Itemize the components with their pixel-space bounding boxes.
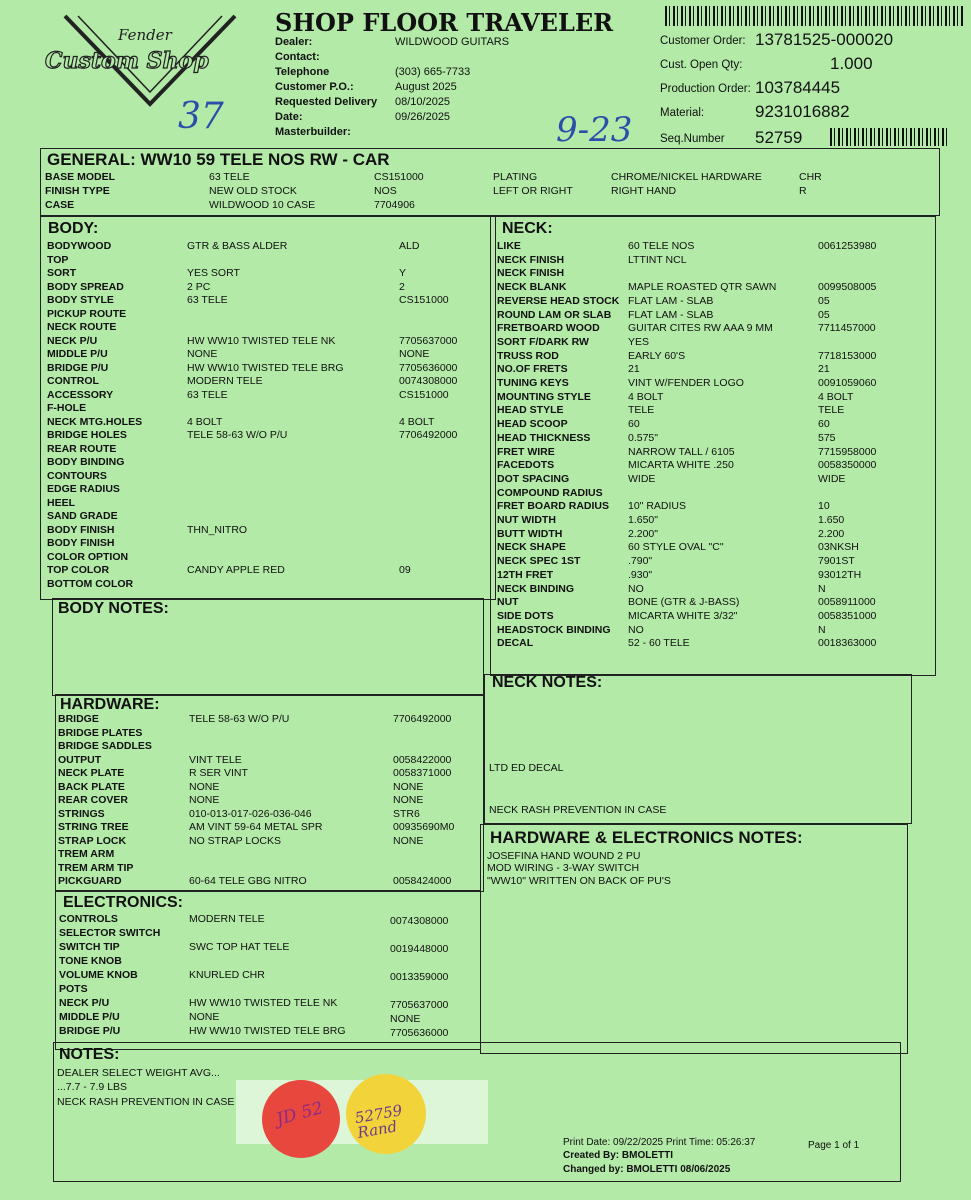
general-row-value: WILDWOOD 10 CASE <box>209 199 316 211</box>
body-row-label: PICKUP ROUTE <box>47 307 127 320</box>
electronics-row-value: SWC TOP HAT TELE <box>189 941 290 953</box>
body-row-label: NECK P/U <box>47 334 98 347</box>
hardware-row-label: STRAP LOCK <box>58 834 127 847</box>
body-row-code: 4 BOLT <box>399 415 435 428</box>
electronics-row-label: MIDDLE P/U <box>59 1011 120 1023</box>
hardware-row-label: BACK PLATE <box>58 780 125 793</box>
order-field-label: Production Order: <box>660 83 751 95</box>
header-field-value: WILDWOOD GUITARS <box>395 36 510 48</box>
hardware-row-value: AM VINT 59-64 METAL SPR <box>189 821 323 833</box>
neck-row-label: NECK SPEC 1ST <box>497 555 581 568</box>
general-row-value: NEW OLD STOCK <box>209 185 297 197</box>
general-row-code: NOS <box>374 185 397 197</box>
body-row-label: REAR ROUTE <box>47 442 117 455</box>
handwritten-number-left: 37 <box>178 96 224 137</box>
body-row-value: THN_NITRO <box>187 523 248 536</box>
electronics-row-code: 0019448000 <box>390 943 449 955</box>
created-by: Created By: BMOLETTI <box>563 1150 674 1161</box>
neck-row-label: DECAL <box>497 637 534 650</box>
electronics-row-label: POTS <box>59 983 88 995</box>
neck-row-value: TELE <box>628 404 655 417</box>
body-row-label: COLOR OPTION <box>47 550 129 563</box>
body-row-label: MIDDLE P/U <box>47 348 108 360</box>
body-row-code: 2 <box>399 280 405 293</box>
header-field-label: Contact: <box>275 51 320 63</box>
body-row-label: CONTROL <box>47 375 99 387</box>
hardware-row-code: NONE <box>393 794 424 806</box>
body-row-code: Y <box>399 267 407 279</box>
body-row-code: 09 <box>399 564 411 576</box>
header-field-value: 09/26/2025 <box>395 111 451 123</box>
neck-row-code: 2.200 <box>818 527 845 540</box>
body-row-label: BODY BINDING <box>47 456 125 468</box>
neck-row-code: WIDE <box>818 472 846 485</box>
neck-row-label: ROUND LAM OR SLAB <box>497 308 612 321</box>
general-row-value: RIGHT HAND <box>611 185 677 197</box>
hardware-row-label: REAR COVER <box>58 794 129 806</box>
general-row-code: R <box>799 185 807 197</box>
hardware-row-label: TREM ARM <box>58 848 115 860</box>
electronics-row-code: NONE <box>390 1013 421 1025</box>
body-row-label: TOP <box>47 253 69 266</box>
neck-row-label: BUTT WIDTH <box>497 527 563 540</box>
electronics-row-label: TONE KNOB <box>59 955 122 967</box>
body-row-code: 7705636000 <box>399 361 458 374</box>
neck-row-label: COMPOUND RADIUS <box>497 486 603 499</box>
neck-row-label: FRET BOARD RADIUS <box>497 500 609 513</box>
header-field-label: Dealer: <box>275 36 313 48</box>
order-field-label: Seq.Number <box>660 133 725 145</box>
general-row-label: PLATING <box>493 171 538 183</box>
body-notes-title: BODY NOTES: <box>58 600 169 617</box>
electronics-row-value: HW WW10 TWISTED TELE NK <box>189 997 338 1009</box>
neck-row-value: 52 - 60 TELE <box>628 637 690 650</box>
hardware-row-value: NONE <box>189 794 220 806</box>
neck-row-label: NECK BLANK <box>497 281 567 294</box>
neck-row-value: VINT W/FENDER LOGO <box>628 377 744 389</box>
handwritten-number-right: 9-23 <box>556 110 633 150</box>
body-row-value: 2 PC <box>187 280 211 293</box>
general-row-label: LEFT OR RIGHT <box>493 185 573 197</box>
neck-row-value: 60 STYLE OVAL "C" <box>628 541 724 554</box>
general-row-value: CHROME/NICKEL HARDWARE <box>611 171 762 183</box>
neck-row-value: .790" <box>628 555 653 568</box>
electronics-title: ELECTRONICS: <box>63 894 183 911</box>
electronics-row-value: NONE <box>189 1011 220 1023</box>
neck-row-value: MAPLE ROASTED QTR SAWN <box>628 281 777 294</box>
neck-row-value: 21 <box>628 363 640 376</box>
neck-row-value: LTTINT NCL <box>628 253 687 266</box>
neck-row-label: NECK FINISH <box>497 253 565 266</box>
hardware-row-value: NO STRAP LOCKS <box>189 834 281 847</box>
page-number: Page 1 of 1 <box>808 1140 860 1151</box>
general-row-code: CHR <box>799 171 822 183</box>
neck-row-value: 4 BOLT <box>628 390 664 403</box>
body-row-value: TELE 58-63 W/O P/U <box>187 429 288 441</box>
hardware-row-code: 0058422000 <box>393 753 452 766</box>
neck-row-value: NO <box>628 623 644 636</box>
neck-row-code: TELE <box>818 404 845 417</box>
body-row-label: EDGE RADIUS <box>47 483 120 495</box>
body-row-value: 63 TELE <box>187 294 228 306</box>
hardware-row-code: 00935690M0 <box>393 821 455 833</box>
general-row-code: CS151000 <box>374 171 424 183</box>
hardware-row-label: STRING TREE <box>58 821 129 833</box>
electronics-row-label: SWITCH TIP <box>59 941 120 953</box>
order-field-value: 13781525-000020 <box>755 30 894 49</box>
body-row-label: BODYWOOD <box>47 240 112 252</box>
neck-row-code: N <box>818 582 826 595</box>
body-row-label: TOP COLOR <box>47 564 110 576</box>
neck-row-value: MICARTA WHITE 3/32" <box>628 609 738 622</box>
hardware-row-code: 0058424000 <box>393 875 452 887</box>
hardware-row-label: BRIDGE SADDLES <box>58 740 152 752</box>
neck-row-code: 10 <box>818 500 830 513</box>
neck-row-label: HEAD STYLE <box>497 404 564 417</box>
body-row-label: BODY FINISH <box>47 537 115 549</box>
electronics-row-label: CONTROLS <box>59 913 118 925</box>
order-field-value: 52759 <box>755 128 803 147</box>
neck-row-code: 0058350000 <box>818 459 877 472</box>
hardware-row-value: 60-64 TELE GBG NITRO <box>189 875 307 887</box>
header-field-label: Telephone <box>275 66 330 78</box>
neck-row-label: MOUNTING STYLE <box>497 390 591 403</box>
neck-row-label: NUT <box>497 596 519 609</box>
neck-row-value: GUITAR CITES RW AAA 9 MM <box>628 322 773 335</box>
hardware-row-label: OUTPUT <box>58 753 102 766</box>
neck-row-label: REVERSE HEAD STOCK <box>497 294 620 307</box>
body-row-label: HEEL <box>47 496 76 509</box>
hardware-title: HARDWARE: <box>60 696 160 713</box>
header-field-value: (303) 665-7733 <box>395 66 471 78</box>
body-row-code: NONE <box>399 348 430 360</box>
body-row-value: 4 BOLT <box>187 415 223 428</box>
neck-row-label: LIKE <box>497 240 521 252</box>
neck-row-code: 03NKSH <box>818 541 859 554</box>
neck-row-value: BONE (GTR & J-BASS) <box>628 596 740 609</box>
electronics-row-code: 7705637000 <box>390 999 449 1011</box>
general-row-label: BASE MODEL <box>45 171 116 183</box>
neck-row-label: FRET WIRE <box>497 445 555 458</box>
electronics-row-code: 0013359000 <box>390 971 449 983</box>
hardware-row-value: TELE 58-63 W/O P/U <box>189 713 290 725</box>
hw-note-line: JOSEFINA HAND WOUND 2 PU <box>487 850 641 862</box>
body-row-label: SORT <box>47 267 77 279</box>
neck-row-value: NARROW TALL / 6105 <box>628 445 735 458</box>
neck-row-code: 93012TH <box>818 568 862 581</box>
neck-row-value: FLAT LAM - SLAB <box>628 308 714 321</box>
order-field-label: Customer Order: <box>660 35 746 47</box>
neck-row-code: 0018363000 <box>818 637 877 650</box>
yellow-sticker-text: 52759 Rand <box>353 1101 404 1142</box>
body-row-value: HW WW10 TWISTED TELE BRG <box>187 361 344 374</box>
neck-row-code: 0061253980 <box>818 240 877 252</box>
neck-row-code: 0091059060 <box>818 377 877 389</box>
neck-row-label: HEAD THICKNESS <box>497 431 591 444</box>
body-row-label: BODY FINISH <box>47 523 115 536</box>
header-field-value: August 2025 <box>395 81 457 93</box>
header-field-label: Requested Delivery <box>275 96 378 108</box>
general-row-label: CASE <box>45 199 75 211</box>
neck-row-code: 0058911000 <box>818 596 876 609</box>
neck-row-label: HEADSTOCK BINDING <box>497 623 611 636</box>
neck-row-value: 60 <box>628 418 640 431</box>
hardware-row-value: NONE <box>189 780 220 793</box>
neck-row-label: TUNING KEYS <box>497 377 569 389</box>
body-row-label: BODY STYLE <box>47 294 114 306</box>
neck-row-code: 0058351000 <box>818 609 877 622</box>
neck-row-label: 12TH FRET <box>497 568 554 581</box>
neck-row-code: 7715958000 <box>818 445 877 458</box>
neck-row-value: YES <box>628 335 650 348</box>
header-field-value: 08/10/2025 <box>395 96 451 108</box>
neck-row-code: 21 <box>818 363 830 376</box>
hardware-row-value: R SER VINT <box>189 767 248 779</box>
electronics-row-label: SELECTOR SWITCH <box>59 927 161 939</box>
body-title: BODY: <box>48 220 99 237</box>
general-row-label: FINISH TYPE <box>45 185 110 197</box>
hardware-row-label: NECK PLATE <box>58 767 125 779</box>
barcode-seq <box>830 128 950 146</box>
hw-note-line: "WW10" WRITTEN ON BACK OF PU'S <box>487 875 671 887</box>
document-title: SHOP FLOOR TRAVELER <box>275 8 614 37</box>
neck-row-value: 2.200" <box>628 527 659 540</box>
logo-fender-text: Fender <box>118 26 172 44</box>
hardware-row-label: PICKGUARD <box>58 875 122 887</box>
order-field-value: 9231016882 <box>755 102 850 121</box>
body-row-label: BRIDGE P/U <box>47 361 109 374</box>
neck-row-label: FRETBOARD WOOD <box>497 322 600 335</box>
body-row-value: CANDY APPLE RED <box>187 564 285 576</box>
general-title: GENERAL: WW10 59 TELE NOS RW - CAR <box>47 150 390 169</box>
neck-row-code: 0099508005 <box>818 281 877 294</box>
electronics-row-value: HW WW10 TWISTED TELE BRG <box>189 1025 346 1037</box>
electronics-row-value: KNURLED CHR <box>189 969 265 981</box>
neck-row-code: 05 <box>818 308 830 321</box>
electronics-row-code: 7705636000 <box>390 1027 449 1039</box>
electronics-row-label: VOLUME KNOB <box>59 969 138 981</box>
neck-row-value: 1.650" <box>628 514 659 526</box>
electronics-row-label: NECK P/U <box>59 997 110 1009</box>
header-field-label: Masterbuilder: <box>275 126 351 138</box>
barcode-top <box>665 6 963 26</box>
note-line: NECK RASH PREVENTION IN CASE <box>57 1096 235 1108</box>
body-row-label: NECK MTG.HOLES <box>47 415 143 428</box>
neck-row-code: 05 <box>818 294 830 307</box>
neck-row-value: .930" <box>628 568 653 581</box>
neck-notes-section <box>484 674 912 824</box>
body-row-label: BODY SPREAD <box>47 280 124 293</box>
neck-row-value: 10" RADIUS <box>628 500 686 513</box>
hardware-row-code: STR6 <box>393 807 420 820</box>
print-date: Print Date: 09/22/2025 Print Time: 05:26:37 <box>563 1137 756 1148</box>
neck-row-code: 4 BOLT <box>818 390 854 403</box>
body-row-code: CS151000 <box>399 388 449 401</box>
neck-row-value: MICARTA WHITE .250 <box>628 459 734 472</box>
neck-row-label: NECK FINISH <box>497 267 565 280</box>
neck-row-code: N <box>818 623 826 636</box>
body-row-value: 63 TELE <box>187 388 228 401</box>
neck-title: NECK: <box>502 220 553 237</box>
body-row-value: MODERN TELE <box>187 375 263 387</box>
order-field-value: 103784445 <box>755 78 841 97</box>
header-field-label: Date: <box>275 111 303 123</box>
body-row-label: F-HOLE <box>47 402 87 414</box>
body-row-label: NECK ROUTE <box>47 321 117 333</box>
body-row-value: GTR & BASS ALDER <box>187 240 288 252</box>
body-row-value: HW WW10 TWISTED TELE NK <box>187 334 336 347</box>
hardware-row-label: BRIDGE PLATES <box>58 726 143 739</box>
body-row-label: SAND GRADE <box>47 510 118 522</box>
neck-row-label: SIDE DOTS <box>497 609 554 622</box>
electronics-row-code: 0074308000 <box>390 915 449 927</box>
neck-row-value: FLAT LAM - SLAB <box>628 294 714 307</box>
body-row-code: 0074308000 <box>399 375 458 387</box>
body-row-code: ALD <box>399 240 420 252</box>
general-row-value: 63 TELE <box>209 171 250 183</box>
neck-note-line: NECK RASH PREVENTION IN CASE <box>489 804 667 816</box>
hardware-row-label: TREM ARM TIP <box>58 861 134 874</box>
red-sticker-text: JD 52 <box>274 1098 326 1130</box>
hardware-row-label: STRINGS <box>58 807 105 820</box>
hardware-row-code: 0058371000 <box>393 767 452 779</box>
neck-row-label: DOT SPACING <box>497 472 570 485</box>
neck-row-label: NO.OF FRETS <box>497 363 568 376</box>
order-field-value: 1.000 <box>830 54 873 73</box>
general-row-code: 7704906 <box>374 199 415 211</box>
neck-row-label: NECK SHAPE <box>497 541 566 554</box>
neck-row-value: WIDE <box>628 472 656 485</box>
neck-row-code: 1.650 <box>818 514 845 526</box>
order-field-label: Material: <box>660 107 705 119</box>
header-field-label: Customer P.O.: <box>275 81 354 93</box>
body-row-code: 7705637000 <box>399 334 458 347</box>
neck-row-label: NECK BINDING <box>497 582 575 595</box>
electronics-row-label: BRIDGE P/U <box>59 1025 121 1037</box>
neck-row-code: 60 <box>818 418 830 431</box>
neck-note-line: LTD ED DECAL <box>489 762 564 774</box>
hardware-row-code: NONE <box>393 780 424 793</box>
body-row-label: CONTOURS <box>47 469 107 482</box>
note-line: DEALER SELECT WEIGHT AVG... <box>57 1067 220 1079</box>
neck-row-value: EARLY 60'S <box>628 349 686 362</box>
neck-row-value: 0.575" <box>628 431 659 444</box>
order-field-label: Cust. Open Qty: <box>660 59 743 71</box>
neck-row-label: SORT F/DARK RW <box>497 335 589 348</box>
neck-notes-title: NECK NOTES: <box>492 674 603 691</box>
neck-row-label: TRUSS ROD <box>497 349 559 362</box>
hw-note-line: MOD WIRING - 3-WAY SWITCH <box>487 862 640 874</box>
neck-row-code: 7718153000 <box>818 349 877 362</box>
electronics-row-value: MODERN TELE <box>189 913 265 925</box>
hw-notes-title: HARDWARE & ELECTRONICS NOTES: <box>490 828 803 847</box>
neck-row-value: 60 TELE NOS <box>628 240 695 252</box>
neck-row-label: HEAD SCOOP <box>497 418 568 431</box>
body-row-value: NONE <box>187 348 218 360</box>
body-row-value: YES SORT <box>187 267 240 279</box>
hardware-row-code: 7706492000 <box>393 713 452 725</box>
hardware-row-value: 010-013-017-026-036-046 <box>189 807 312 820</box>
hardware-row-value: VINT TELE <box>189 753 242 766</box>
notes-title: NOTES: <box>59 1046 120 1063</box>
hardware-row-code: NONE <box>393 834 424 847</box>
neck-row-label: NUT WIDTH <box>497 514 556 526</box>
body-row-label: BRIDGE HOLES <box>47 429 127 441</box>
body-row-label: BOTTOM COLOR <box>47 577 134 590</box>
neck-row-label: FACEDOTS <box>497 459 555 472</box>
body-row-label: ACCESSORY <box>47 388 114 401</box>
changed-by: Changed by: BMOLETTI 08/06/2025 <box>563 1164 731 1175</box>
neck-row-code: 7711457000 <box>818 322 876 335</box>
logo-custom-shop-text: Custom Shop <box>45 48 209 74</box>
note-line: ...7.7 - 7.9 LBS <box>57 1081 128 1093</box>
hardware-row-label: BRIDGE <box>58 713 99 725</box>
neck-row-code: 575 <box>818 431 836 444</box>
neck-row-value: NO <box>628 582 644 595</box>
body-row-code: 7706492000 <box>399 429 458 441</box>
body-row-code: CS151000 <box>399 294 449 306</box>
neck-row-code: 7901ST <box>818 555 855 568</box>
